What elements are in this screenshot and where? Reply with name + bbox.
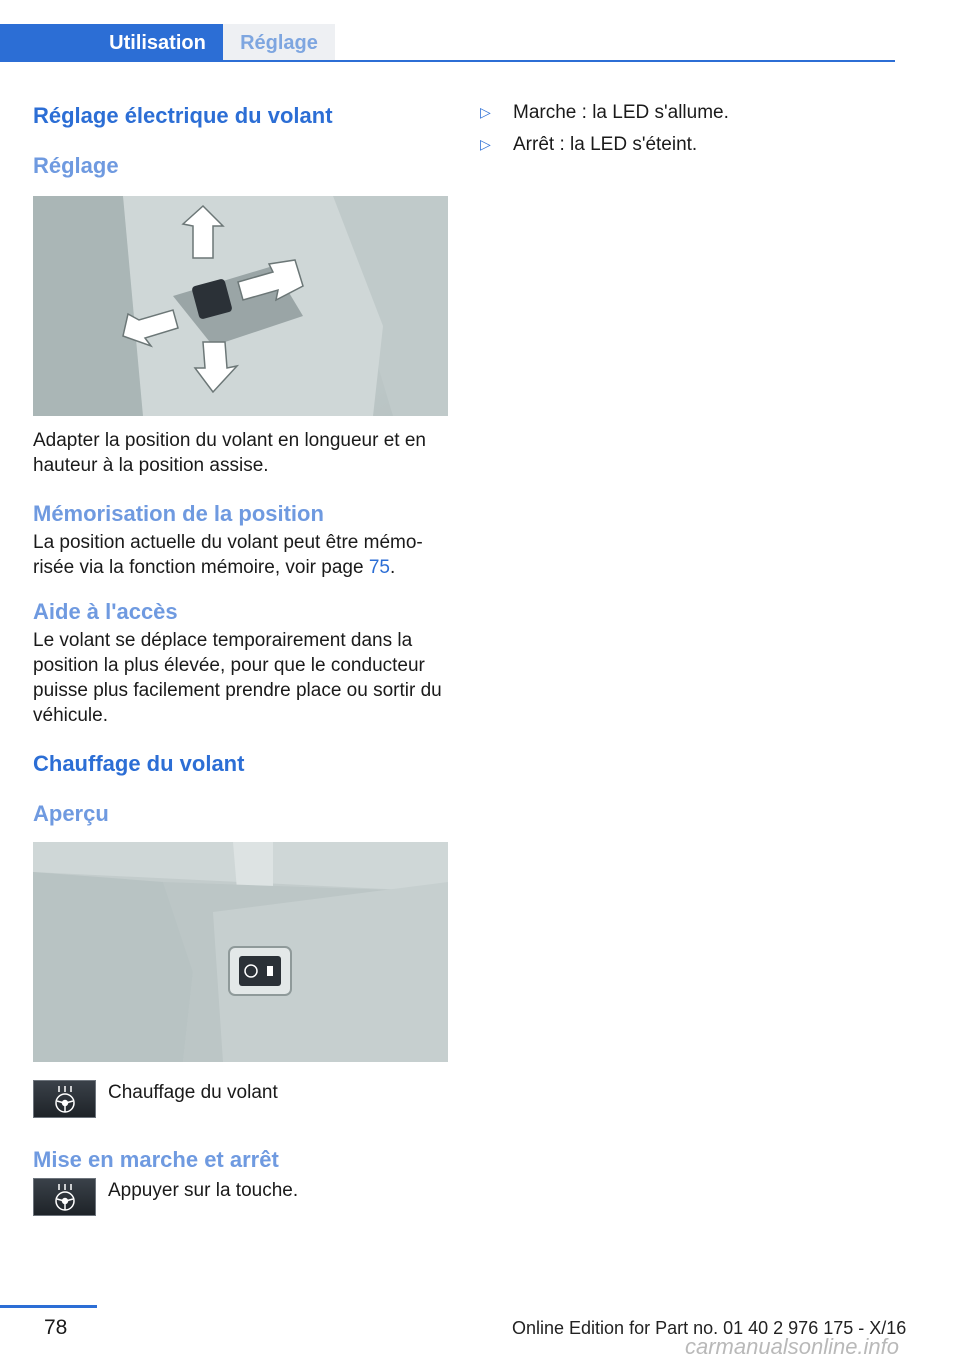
section-title-heating: Chauffage du volant: [33, 751, 245, 776]
list-item-text-off: Arrêt : la LED s'éteint.: [513, 134, 698, 155]
header-tabs: [0, 24, 335, 62]
tab-reglage[interactable]: Réglage: [223, 24, 335, 62]
subtitle-marche-arret: Mise en marche et arrêt: [33, 1147, 279, 1172]
watermark: carmanualsonline.info: [685, 1334, 900, 1359]
icon-row-press: [33, 1178, 448, 1216]
subtitle-memorisation: Mémorisation de la position: [33, 501, 324, 526]
edition-text: Online Edition for Part no. 01 40 2 976 175 - X/16: [512, 1318, 907, 1338]
footer-rule: [0, 1305, 97, 1308]
right-column: [480, 100, 900, 164]
icon-label-heating: Chauffage du volant: [108, 1082, 278, 1103]
left-column: [33, 100, 448, 1216]
steering-adjust-figure: [33, 196, 448, 416]
page-link-75[interactable]: 75: [368, 557, 390, 578]
para-memorisation-end: .: [389, 557, 396, 578]
tab-utilisation[interactable]: Utilisation: [0, 24, 223, 62]
icon-row-heating: [33, 1080, 448, 1118]
subtitle-apercu: Aperçu: [33, 801, 109, 826]
list-item-text-on: Marche : la LED s'allume.: [513, 102, 729, 123]
list-item: [480, 132, 900, 157]
page-number: 78: [44, 1316, 68, 1339]
para-adjust: Adapter la position du volant en longueur et en hauteur à la position assise.: [33, 430, 426, 476]
section-title-steering-adjust: Réglage électrique du volant: [33, 103, 333, 128]
subtitle-aide-acces: Aide à l'accès: [33, 599, 178, 624]
steering-heat-icon: [33, 1080, 96, 1118]
triangle-bullet-icon: ▷: [480, 136, 491, 152]
para-memorisation: [33, 530, 448, 580]
steering-heat-button-icon[interactable]: [33, 1178, 96, 1216]
triangle-bullet-icon: ▷: [480, 104, 491, 120]
heating-button-figure: [33, 842, 448, 1062]
subtitle-reglage: Réglage: [33, 153, 119, 178]
list-item: [480, 100, 900, 125]
para-aide-acces: Le volant se déplace temporairement dans la position la plus élevée, pour que le conducteur puisse plus facilement prendre place ou sortir du véhicule.: [33, 630, 442, 726]
header-rule: [0, 60, 895, 62]
icon-label-press: Appuyer sur la touche.: [108, 1180, 299, 1201]
para-memorisation-text: La position actuelle du volant peut être mémo‐risée via la fonction mémoire, voir page: [33, 532, 423, 578]
